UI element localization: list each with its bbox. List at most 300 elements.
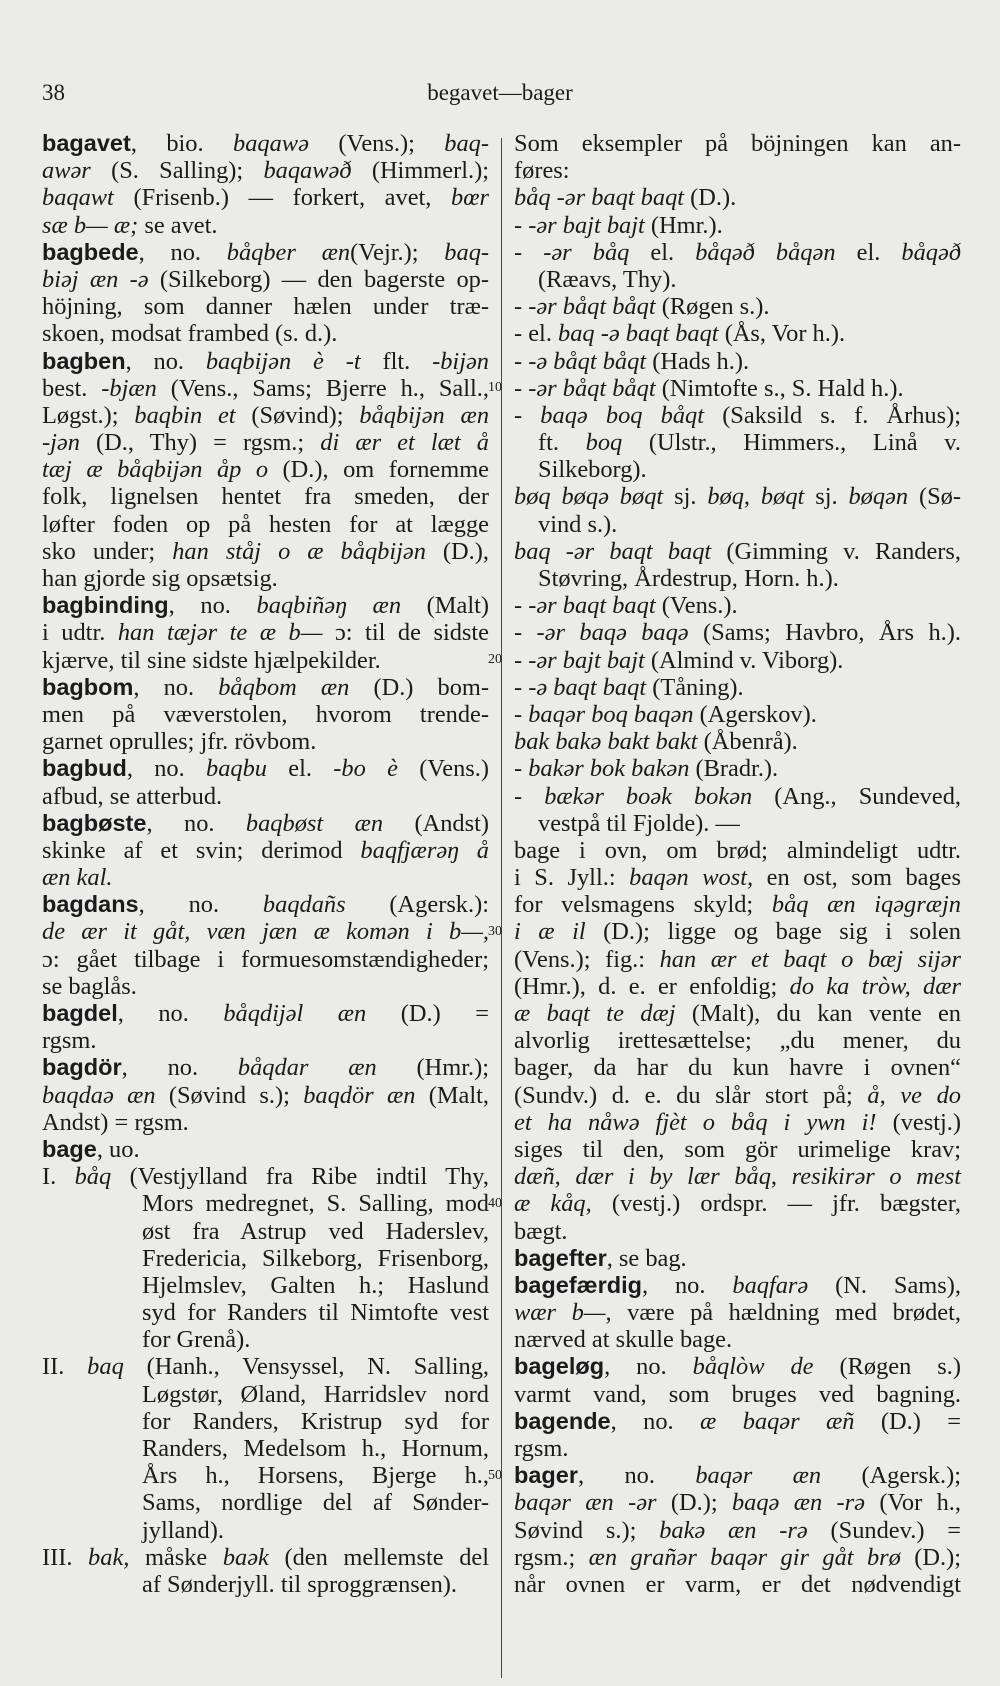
entry-text: (S. Salling); — [90, 157, 264, 185]
entry-text: , no. — [125, 347, 206, 375]
right-column-line — [514, 483, 961, 510]
entry-text: i udtr. — [42, 619, 118, 647]
entry-text: (vestj.) — [876, 1108, 961, 1136]
dialect-form: bak bakə bakt bakt — [514, 728, 698, 756]
left-column-line — [42, 1272, 489, 1299]
headword: bagende — [514, 1407, 611, 1434]
entry-text: (Himmerl.); — [351, 157, 489, 185]
entry-text: (N. Sams), — [808, 1271, 961, 1299]
dialect-form: bøq, bøqt — [707, 483, 805, 511]
dialect-form: -ər båqt båqt — [528, 374, 656, 402]
entry-text: (D., Thy) = rgsm.; — [79, 429, 321, 457]
left-column-line — [42, 1109, 489, 1136]
entry-text: (Røgen s.). — [655, 293, 770, 321]
entry-text: Randers, Medelsom h., Hornum, — [142, 1435, 489, 1462]
entry-text: , se bag. — [606, 1244, 687, 1272]
left-column-line — [42, 212, 489, 239]
headword: bagbede — [42, 238, 139, 265]
headword: bagdans — [42, 891, 139, 918]
right-column-line — [514, 1272, 961, 1299]
running-head: begavet—bager — [427, 80, 573, 105]
entry-text: jylland). — [142, 1516, 224, 1544]
dialect-form: bækər boək bokən — [544, 782, 753, 810]
dialect-form: bakər bok bakən — [528, 755, 690, 783]
entry-text: (Hmr.), d. e. er enfoldig; — [514, 972, 790, 1000]
entry-text: (Vens.) — [397, 755, 489, 783]
entry-text: (Silkeborg) — den bagerste op- — [148, 265, 489, 293]
left-column-line — [42, 1517, 489, 1544]
left-column-line — [42, 1218, 489, 1245]
dialect-form: æn kal. — [42, 864, 113, 892]
left-column-line — [42, 1381, 489, 1408]
entry-text: Års h., Horsens, Bjerge h., — [142, 1462, 489, 1490]
entry-text: (Vens.); fig.: — [514, 945, 660, 973]
entry-text: Hjelmslev, Galten h.; Haslund — [142, 1271, 489, 1299]
left-column-line — [42, 1054, 489, 1081]
dialect-form: han tæjər te æ b— — [117, 619, 323, 647]
right-column-line — [514, 130, 961, 157]
entry-text: (Malt), du kan vente en — [675, 1000, 961, 1027]
headword: bageløg — [514, 1353, 605, 1380]
dialect-form: baqər æn — [695, 1462, 822, 1490]
entry-text: - — [514, 374, 529, 402]
left-column-line — [42, 1245, 489, 1272]
left-column-line — [42, 864, 489, 891]
entry-text: , no. — [138, 891, 263, 919]
left-column-line — [42, 946, 489, 973]
entry-text: ft. — [538, 429, 586, 457]
headword: bagdel — [42, 1000, 118, 1026]
right-column-line — [514, 701, 961, 728]
left-column-line — [42, 348, 489, 375]
right-column-line — [514, 1571, 961, 1598]
dialect-form: baqdaə æn — [42, 1081, 156, 1109]
left-column-line — [42, 320, 489, 347]
right-column-line — [514, 1435, 961, 1462]
entry-text: , no. — [146, 809, 246, 837]
entry-text: (Søvind); — [235, 401, 360, 429]
entry-text: , no. — [578, 1462, 696, 1490]
right-column-line — [514, 1299, 961, 1326]
entry-text: (Vestjylland fra Ribe indtil Thy, — [111, 1163, 489, 1191]
dialect-form: båq -ər baqt baqt — [514, 184, 685, 212]
left-column-line — [42, 239, 489, 266]
entry-text: han gjorde sig opsætsig. — [42, 565, 278, 592]
entry-text: (Agersk.); — [821, 1462, 962, 1490]
entry-text: (Åbenrå). — [697, 728, 798, 756]
entry-text: ɔ: til de sidste — [322, 619, 490, 647]
dialect-form: -bjæn — [101, 374, 157, 402]
entry-text: sko under; — [42, 537, 173, 565]
left-column-line — [42, 783, 489, 810]
entry-text: , no. — [168, 592, 257, 620]
entry-text: (Sø- — [908, 483, 961, 511]
right-column-line — [514, 157, 961, 184]
entry-text: nærved at skulle bage. — [514, 1326, 733, 1354]
entry-text: en ost, som bages — [753, 864, 961, 892]
left-column-line — [42, 619, 489, 646]
entry-text: varmt vand, som bruges ved bagning. — [514, 1380, 961, 1408]
entry-text: se baglås. — [42, 972, 137, 1000]
dialect-form: båqbom æn — [218, 673, 350, 701]
dialect-form: -ər båq — [543, 238, 630, 266]
left-column-line — [42, 918, 489, 945]
right-column-line — [514, 212, 961, 239]
left-column-line — [42, 1353, 489, 1380]
entry-text: (D.), om fornemme — [268, 456, 490, 484]
entry-text: (Frisenb.) — forkert, avet, — [113, 184, 452, 212]
entry-text: (Agersk.): — [345, 891, 489, 919]
entry-text: , no. — [138, 238, 227, 266]
entry-text: , no. — [117, 1000, 224, 1027]
left-column-line — [42, 1408, 489, 1435]
left-column-line — [42, 184, 489, 211]
entry-text: Støvring, Årdestrup, Horn. h.). — [538, 565, 839, 592]
left-column-line — [42, 728, 489, 755]
dialect-form: baq- — [444, 130, 489, 157]
entry-text: , uo. — [96, 1135, 140, 1163]
dialect-form: æ kåq, — [514, 1190, 592, 1218]
dialect-form: baqawə — [233, 130, 309, 157]
entry-text: vind s.). — [538, 510, 618, 538]
entry-text: skoen, modsat frambed (s. d.). — [42, 320, 338, 348]
entry-text: Andst) = rgsm. — [42, 1108, 189, 1136]
dialect-form: baqbijən è -t — [205, 347, 361, 375]
dialect-form: baqə æn -rə — [731, 1489, 865, 1517]
dialect-form: æ baqər æñ — [700, 1407, 855, 1435]
entry-text: I. — [42, 1163, 75, 1191]
right-column-line — [514, 456, 961, 483]
entry-text: syd for Randers til Nimtofte vest — [142, 1299, 489, 1327]
entry-text: Løgst.); — [42, 401, 135, 429]
entry-text: (Ang., Sundeved, — [752, 782, 961, 810]
entry-text: (D.). — [684, 184, 737, 212]
left-column-line — [42, 755, 489, 782]
dialect-form: -ər bajt bajt — [528, 211, 645, 239]
entry-text: (den mellemste del — [268, 1543, 489, 1571]
entry-text: Fredericia, Silkeborg, Frisenborg, — [142, 1244, 489, 1272]
right-column-line — [514, 918, 961, 945]
dialect-form: baqfjærəŋ å — [360, 836, 489, 864]
entry-text: , no. — [121, 1054, 238, 1082]
right-column-line — [514, 538, 961, 565]
page-number: 38 — [42, 80, 65, 105]
dialect-form: baqbin et — [134, 401, 236, 429]
dialect-form: wær b—, — [514, 1299, 612, 1327]
left-column-line — [42, 402, 489, 429]
right-column-line — [514, 1109, 961, 1136]
entry-text: løfter foden op på hesten for at lægge — [42, 510, 489, 538]
left-column-line — [42, 293, 489, 320]
left-column-line — [42, 375, 489, 402]
dialect-form: bak, — [88, 1543, 130, 1571]
entry-text: Mors medregnet, S. Salling, mod — [142, 1190, 489, 1218]
dialect-form: æ baqt te dæj — [514, 1000, 676, 1027]
right-column-line — [514, 1326, 961, 1353]
left-column-line — [42, 1299, 489, 1326]
entry-text: rgsm. — [514, 1435, 569, 1462]
line-number: 10 — [488, 380, 502, 395]
entry-text: (Vejr.); — [350, 238, 445, 266]
left-column-line — [42, 701, 489, 728]
right-column-line — [514, 783, 961, 810]
right-column-line — [514, 565, 961, 592]
entry-text: el. — [835, 238, 902, 266]
left-column-line — [42, 266, 489, 293]
entry-text: (Vens.); — [308, 130, 445, 157]
entry-text: (Hmr.); — [376, 1054, 490, 1082]
entry-text: - — [514, 238, 544, 266]
entry-text: (Vens., Sams; Bjerre h., Sall., — [156, 374, 489, 402]
dialect-form: baqdañs — [262, 891, 346, 919]
entry-text: sj. — [663, 483, 708, 511]
entry-text: , no. — [610, 1407, 701, 1435]
dialect-form: -jən — [42, 429, 80, 457]
headword: bagavet — [42, 130, 131, 156]
headword: bagbinding — [42, 592, 169, 619]
right-column-line — [514, 891, 961, 918]
left-column-line — [42, 1326, 489, 1353]
entry-text: rgsm. — [42, 1027, 97, 1055]
entry-text: (Hanh., Vensyssel, N. Salling, — [123, 1353, 489, 1381]
entry-text: (Sundev.) = — [807, 1516, 961, 1544]
entry-text: - el. — [514, 320, 559, 348]
entry-text: bage i ovn, om brød; almindeligt udtr. — [514, 836, 961, 864]
dialect-form: båqlòw de — [692, 1353, 814, 1381]
dialect-form: båqber æn — [226, 238, 351, 266]
dialect-form: -ər baqt baqt — [528, 592, 656, 620]
entry-text: II. — [42, 1353, 88, 1381]
dialect-form: -bo è — [333, 755, 398, 783]
right-column-line — [514, 592, 961, 619]
right-column-line — [514, 755, 961, 782]
right-column-line — [514, 239, 961, 266]
entry-text: se avet. — [144, 211, 218, 239]
entry-text: best. — [42, 374, 102, 402]
dialect-form: baqər æn -ər — [514, 1489, 657, 1517]
left-column-line — [42, 511, 489, 538]
left-column-line — [42, 891, 489, 918]
left-column-line — [42, 565, 489, 592]
right-column-line — [514, 1163, 961, 1190]
entry-text: vestpå til Fjolde). — — [538, 809, 740, 837]
entry-text: afbud, se atterbud. — [42, 782, 223, 810]
entry-text: føres: — [514, 157, 570, 185]
entry-text: (D.) = — [854, 1407, 961, 1435]
dialect-form: sæ b— æ; — [42, 211, 145, 239]
entry-text: - — [514, 782, 545, 810]
entry-text: kjærve, til sine sidste hjælpekilder. — [42, 646, 381, 674]
right-column-line — [514, 1082, 961, 1109]
entry-text: skinke af et svin; derimod — [42, 836, 361, 864]
entry-text: Søvind s.); — [514, 1516, 660, 1544]
dialect-form: -ər bajt bajt — [528, 646, 645, 674]
dialect-form: bøq bøqə bøqt — [514, 483, 664, 511]
entry-text: (Saksild s. f. Århus); — [704, 401, 961, 429]
dialect-form: -ər båqt båqt — [528, 293, 656, 321]
right-column-line — [514, 1353, 961, 1380]
entry-text: (Malt) — [401, 592, 489, 620]
left-column-line — [42, 837, 489, 864]
right-column-line — [514, 348, 961, 375]
dialect-form: båq æn iqəgræjn — [771, 891, 961, 919]
right-column-line — [514, 1462, 961, 1489]
right-column-line — [514, 837, 961, 864]
line-number: 40 — [488, 1196, 502, 1211]
left-column-line — [42, 157, 489, 184]
entry-text: (D.), — [425, 537, 489, 565]
left-column — [42, 130, 489, 1598]
dialect-form: baq — [87, 1353, 124, 1381]
headword: bager — [514, 1462, 578, 1489]
right-column-line — [514, 647, 961, 674]
dialect-form: baqawəð — [263, 157, 352, 185]
dialect-form: baqdör æn — [303, 1081, 416, 1109]
entry-text: (vestj.) ordspr. — jfr. bægster, — [591, 1190, 961, 1218]
left-column-line — [42, 1000, 489, 1027]
right-column-line — [514, 728, 961, 755]
dialect-form: æn grañər baqər gir gåt brø — [588, 1543, 901, 1571]
right-column-line — [514, 1544, 961, 1571]
entry-text: - — [514, 755, 529, 783]
right-column-line — [514, 810, 961, 837]
line-number: 20 — [488, 652, 502, 667]
dialect-form: baqbøst æn — [245, 809, 384, 837]
left-column-line — [42, 1082, 489, 1109]
right-column-line — [514, 266, 961, 293]
entry-text: øst fra Astrup ved Haderslev, — [142, 1217, 489, 1245]
left-column-line — [42, 810, 489, 837]
line-number: 30 — [488, 924, 502, 939]
entry-text: - — [514, 619, 537, 647]
right-column-line — [514, 375, 961, 402]
entry-text: (Ulstr., Himmers., Linå v. — [622, 429, 961, 457]
dialect-form: baq- — [444, 238, 490, 266]
left-column-line — [42, 429, 489, 456]
dialect-form: baq -ər baqt baqt — [514, 537, 712, 565]
dialect-form: do ka tròw, dær — [789, 972, 961, 1000]
entry-text: (Hads h.). — [646, 347, 750, 375]
right-column-line — [514, 1489, 961, 1516]
left-column-line — [42, 973, 489, 1000]
entry-text: men på væverstolen, hvorom trende- — [42, 700, 489, 728]
entry-text: (Tåning). — [646, 673, 744, 701]
right-column-line — [514, 184, 961, 211]
entry-text: (D.) bom- — [349, 673, 490, 701]
dialect-form: boq — [585, 429, 623, 457]
entry-text: for velsmagens skyld; — [514, 891, 772, 919]
entry-text: alvorlig irettesættelse; „du mener, du — [514, 1027, 961, 1055]
right-column-line — [514, 293, 961, 320]
dialect-form: båqbijən æn — [359, 401, 490, 429]
left-column-line — [42, 1435, 489, 1462]
entry-text: bager, da har du kun havre i ovnen“ — [514, 1054, 961, 1082]
dialect-form: -bijən — [432, 347, 489, 375]
headword: bagbom — [42, 673, 134, 700]
right-column-line — [514, 1218, 961, 1245]
left-column-line — [42, 1544, 489, 1571]
dialect-form: dæñ, dær i by lær båq, resikirər o mest — [514, 1163, 961, 1191]
left-column-line — [42, 456, 489, 483]
entry-text: i S. Jyll.: — [514, 864, 630, 892]
line-number: 50 — [488, 1468, 502, 1483]
dialect-form: bakə æn -rə — [659, 1516, 808, 1544]
entry-text: (Hmr.). — [644, 211, 723, 239]
right-column-line — [514, 973, 961, 1000]
right-column-line — [514, 674, 961, 701]
entry-text: (Nimtofte s., S. Hald h.). — [655, 374, 904, 402]
entry-text: (D.) = — [366, 1000, 489, 1027]
dialect-form: -ər baqə baqə — [536, 619, 689, 647]
entry-text: for Grenå). — [142, 1326, 251, 1354]
dialect-form: baqər boq baqən — [528, 700, 694, 728]
right-column-line — [514, 429, 961, 456]
right-column-line — [514, 402, 961, 429]
right-column-line — [514, 1136, 961, 1163]
entry-text: rgsm.; — [514, 1543, 589, 1571]
entry-text: garnet oprulles; jfr. rövbom. — [42, 728, 317, 756]
dialect-form: han ståj o æ båqbijən — [172, 537, 426, 565]
entry-text: når ovnen er varm, er det nødvendigt — [514, 1570, 961, 1598]
right-column-line — [514, 946, 961, 973]
right-column-line — [514, 1517, 961, 1544]
dialect-form: baqbiñəŋ æn — [256, 592, 402, 620]
dialect-form: de ær it gåt, væn jæn æ komən i b—, — [42, 918, 489, 946]
entry-text: (Gimming v. Randers, — [711, 537, 961, 565]
left-column-line — [42, 1027, 489, 1054]
left-column-line — [42, 1163, 489, 1190]
right-column-line — [514, 864, 961, 891]
entry-text: - — [514, 673, 529, 701]
right-column-line — [514, 1190, 961, 1217]
dialect-form: båq — [74, 1163, 112, 1191]
entry-text: - — [514, 646, 529, 674]
entry-text: måske — [129, 1543, 223, 1571]
entry-text: (Røgen s.) — [813, 1353, 961, 1381]
entry-text: - — [514, 211, 529, 239]
entry-text: - — [514, 592, 529, 620]
right-column-line — [514, 1381, 961, 1408]
entry-text: (D.); ligge og bage sig i solen — [585, 918, 962, 946]
entry-text: for Randers, Kristrup syd for — [142, 1407, 489, 1435]
entry-text: (Sams; Havbro, Års h.). — [688, 619, 961, 647]
right-column-line — [514, 1245, 961, 1272]
dialect-form: awər — [42, 157, 91, 185]
headword: bagefter — [514, 1244, 607, 1271]
headword: bagbøste — [42, 809, 147, 836]
entry-text: siges til den, som gör urimelige krav; — [514, 1135, 961, 1163]
entry-text: , no. — [133, 673, 219, 701]
left-column-line — [42, 674, 489, 701]
right-column-line — [514, 1408, 961, 1435]
dialect-form: baqfarə — [732, 1271, 809, 1299]
dialect-form: tæj æ båqbijən åp o — [42, 456, 269, 484]
dialect-form: bøqən — [848, 483, 909, 511]
entry-text: Løgstør, Øland, Harridslev nord — [142, 1380, 489, 1408]
left-column-line — [42, 1462, 489, 1489]
entry-text: Silkeborg). — [538, 456, 647, 484]
entry-text: (Andst) — [383, 809, 489, 837]
dialect-form: -ə båqt båqt — [528, 347, 647, 375]
right-column-line — [514, 511, 961, 538]
entry-text: (Malt, — [415, 1081, 490, 1109]
right-column-line — [514, 1054, 961, 1081]
headword: bagdör — [42, 1054, 122, 1081]
headword: bage — [42, 1135, 97, 1162]
entry-text: (Vens.). — [655, 592, 738, 620]
entry-text: (Ås, Vor h.). — [718, 320, 846, 348]
entry-text: (D.); — [900, 1543, 961, 1571]
